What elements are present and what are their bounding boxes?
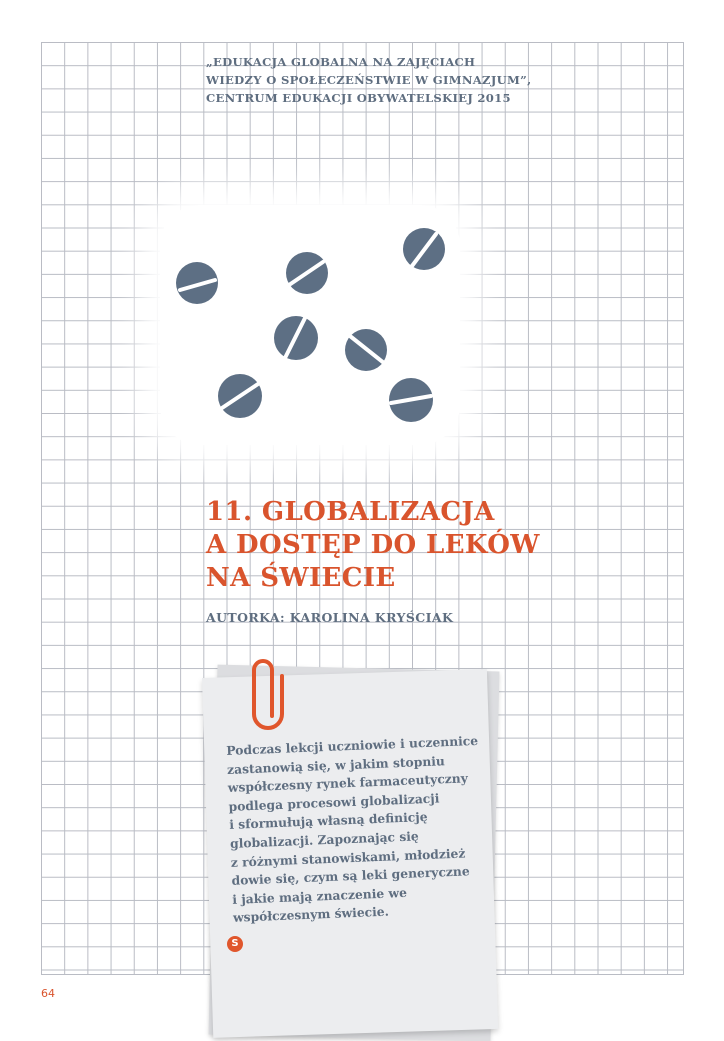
note-text (226, 731, 503, 928)
page-number: 64 (41, 987, 55, 1000)
source-citation (206, 53, 626, 107)
source-line: „EDUKACJA GLOBALNA NA ZAJĘCIACH (206, 55, 476, 69)
paperclip-icon (250, 656, 286, 736)
note-line: podlega procesowi globalizacji (228, 790, 440, 814)
note-line: Podczas lekcji uczniowie i uczennice (226, 732, 479, 758)
note-line: współczesny rynek farmaceutyczny (227, 770, 469, 796)
title-line: A DOSTĘP DO LEKÓW (206, 530, 540, 560)
pill-icon (218, 374, 262, 418)
pill-icon (389, 378, 433, 422)
note-line: zastanowią się, w jakim stopniu (226, 752, 446, 777)
pill-icon (345, 329, 387, 371)
note-line: z różnymi stanowiskami, młodzież (230, 845, 466, 870)
source-line: WIEDZY O SPOŁECZEŃSTWIE W GIMNAZJUM”, (206, 73, 532, 87)
pill-icon (176, 262, 218, 304)
source-line: CENTRUM EDUKACJI OBYWATELSKIEJ 2015 (206, 91, 511, 105)
note-line: i sformułują własną definicję (229, 809, 428, 833)
note-line: dowie się, czym są leki generyczne (231, 863, 470, 889)
title-line: NA ŚWIECIE (206, 563, 396, 593)
note-line: i jakie mają znaczenie we (232, 884, 408, 907)
s-badge-icon: S (227, 936, 243, 952)
pills-illustration (160, 210, 460, 440)
lesson-title (206, 496, 626, 595)
pill-icon (403, 228, 445, 270)
note-line: globalizacji. Zapoznając się (229, 828, 419, 851)
note-line: współczesnym świecie. (232, 903, 390, 926)
pill-icon (286, 252, 328, 294)
title-line: 11. GLOBALIZACJA (206, 497, 495, 527)
author-line: AUTORKA: KAROLINA KRYŚCIAK (206, 610, 454, 625)
pill-icon (274, 316, 318, 360)
